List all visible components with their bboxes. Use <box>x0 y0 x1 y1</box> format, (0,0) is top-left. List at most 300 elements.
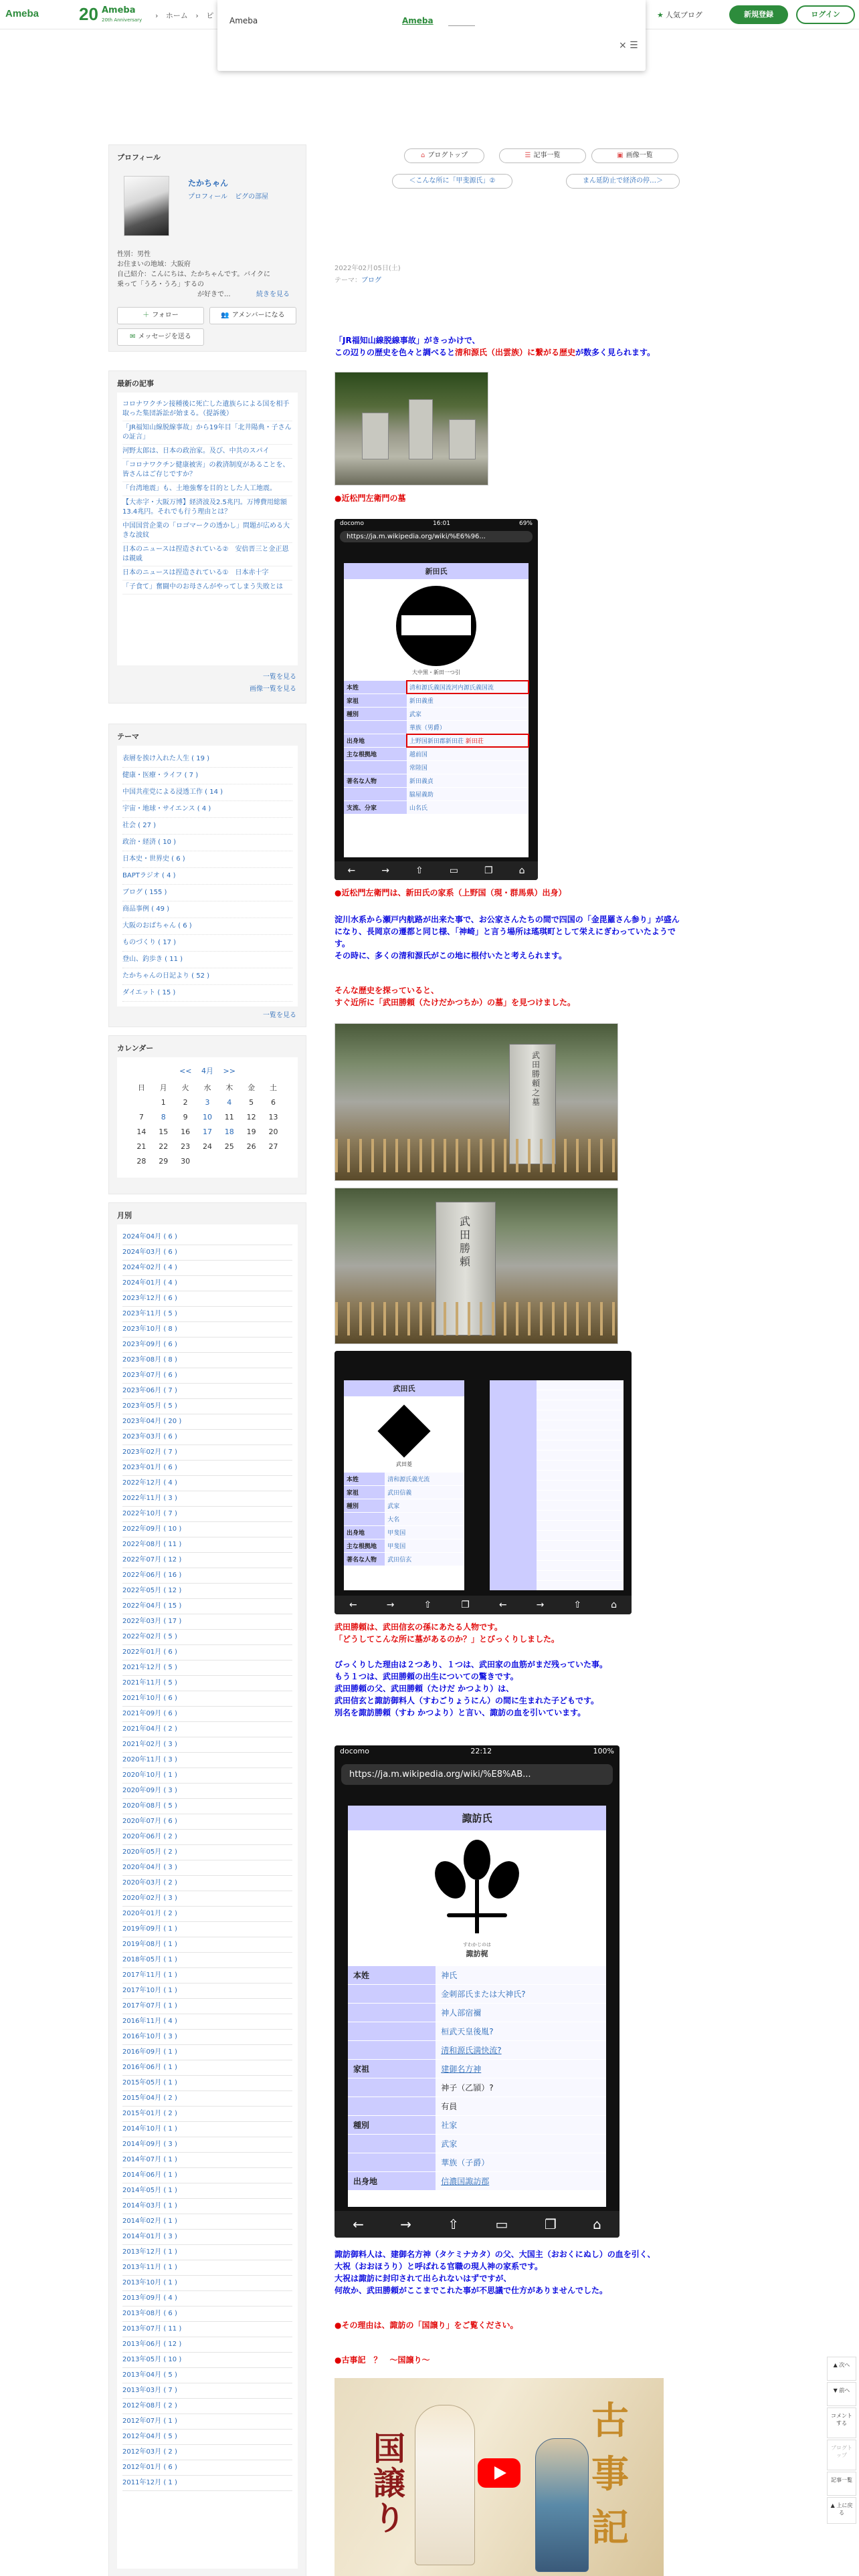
post-paragraph-4 <box>335 1621 559 1645</box>
post-text: この辺りの歴史を色々と調べると <box>335 348 456 357</box>
archive-item[interactable]: 2015年05月 ( 1 ) <box>122 2076 292 2091</box>
calendar-grid <box>130 1080 284 1168</box>
blog-top-tool[interactable]: ブログトップ <box>827 2440 856 2470</box>
caption-reason: ●その理由は、諏訪の「国譲り」をご覧ください。 <box>335 2321 518 2330</box>
wiki-value[interactable]: 社家 <box>436 2116 606 2134</box>
wiki-key <box>348 2004 436 2022</box>
archive-item[interactable]: 2021年04月 ( 2 ) <box>122 1722 292 1737</box>
wiki-key <box>348 1985 436 2003</box>
cal-day: 28 <box>136 1156 147 1166</box>
crumb-pigg[interactable]: ピ <box>206 11 214 20</box>
archive-item[interactable]: 2014年06月 ( 1 ) <box>122 2168 292 2183</box>
archive-item[interactable]: 2020年07月 ( 6 ) <box>122 1814 292 1830</box>
wiki-row: 主な根拠地 越前国 <box>344 747 529 760</box>
archive-item[interactable]: 2023年06月 ( 7 ) <box>122 1384 292 1399</box>
wiki-row <box>348 2078 606 2097</box>
next-post-tool[interactable]: ▲ 次へ <box>827 2357 856 2381</box>
star-icon: ★ <box>657 11 664 19</box>
theme-label: テーマ： <box>335 277 361 284</box>
post-paragraph-1 <box>335 334 655 358</box>
close-icon[interactable]: × ☰ <box>619 40 638 51</box>
wiki-value[interactable]: 神子（乙頴）? <box>436 2078 606 2097</box>
wiki-value[interactable]: 有員 <box>436 2097 606 2115</box>
back-to-top-tool[interactable]: ▲ 上に戻る <box>827 2497 856 2524</box>
crumb-sep: › <box>155 11 159 20</box>
post-paragraph-5 <box>335 1658 607 1719</box>
forward-icon: → <box>400 2216 412 2232</box>
play-button-icon[interactable] <box>478 2458 520 2488</box>
wiki-row: 大名 <box>344 1512 464 1525</box>
archive-item[interactable]: 2022年08月 ( 11 ) <box>122 1537 292 1553</box>
weekday: 火 <box>181 1083 189 1092</box>
theme-link[interactable]: ブログ <box>361 277 381 284</box>
video-figure-right <box>535 2438 589 2572</box>
user-icon: 👥 <box>221 312 229 319</box>
cal-day: 7 <box>138 1112 144 1121</box>
archive-item[interactable]: 2015年01月 ( 2 ) <box>122 2107 292 2122</box>
archive-item[interactable]: 2023年08月 ( 8 ) <box>122 1353 292 1368</box>
crest-subcaption: すわかじのは <box>463 1942 491 1947</box>
wiki-screenshot-nitta[interactable] <box>335 519 538 880</box>
forward-icon: → <box>386 1600 395 1610</box>
archive-item[interactable]: 2024年01月 ( 4 ) <box>122 1276 292 1291</box>
recent-item[interactable]: 「コロナワクチン健康被害」の救済制度があることを、皆さんはご存じですか？ <box>122 459 292 482</box>
archive-item[interactable]: 2013年07月 ( 11 ) <box>122 2322 292 2337</box>
archive-item[interactable]: 2022年05月 ( 12 ) <box>122 1584 292 1599</box>
takeda-grave-photo-1[interactable] <box>335 1023 618 1181</box>
archive-item[interactable]: 2020年02月 ( 3 ) <box>122 1891 292 1907</box>
suwa-crest-icon <box>427 1840 527 1940</box>
theme-more-link[interactable]: 一覧を見る <box>263 1012 296 1019</box>
post-line: その時に、多くの清和源氏がこの地に根付いたと考えられます。 <box>335 951 567 960</box>
archive-item[interactable]: 2012年01月 ( 6 ) <box>122 2460 292 2476</box>
archive-item[interactable]: 2022年02月 ( 5 ) <box>122 1630 292 1645</box>
wiki-row <box>348 2171 606 2190</box>
theme-item[interactable]: ものづくり ( 17 ) <box>122 935 292 952</box>
theme-item[interactable]: 宇宙・地球・サイエンス ( 4 ) <box>122 801 292 818</box>
back-icon: ← <box>353 2216 364 2232</box>
post-theme <box>335 274 381 284</box>
tabs-icon: ❐ <box>484 865 493 876</box>
archive-item[interactable]: 2020年04月 ( 3 ) <box>122 1860 292 1876</box>
recent-item[interactable]: 日本のニュースは捏造されている② 安倍晋三と金正恩は親戚 <box>122 543 292 566</box>
archive-item[interactable]: 2013年04月 ( 5 ) <box>122 2368 292 2383</box>
recent-item[interactable]: 「JR福知山線脱線事故」から19年目「北井陽典・子さんの証言」 <box>122 421 292 445</box>
recent-item[interactable]: 日本のニュースは捏造されている① 日本赤十字 <box>122 566 292 580</box>
theme-item[interactable]: ブログ ( 155 ) <box>122 885 292 901</box>
profile-panel <box>108 144 306 352</box>
theme-item[interactable]: BAPTラジオ ( 4 ) <box>122 868 292 885</box>
video-title-left: 国譲り <box>373 2430 406 2537</box>
cal-day: 12 <box>246 1112 256 1121</box>
profile-gender: 性別：男性 <box>117 251 151 258</box>
archive-item[interactable]: 2021年12月 ( 5 ) <box>122 1660 292 1676</box>
wiki-key: 出身地 <box>348 2172 436 2190</box>
forward-icon: → <box>381 865 389 876</box>
images-more-link[interactable]: 画像一覧を見る <box>250 685 296 693</box>
cal-day: 19 <box>246 1127 256 1136</box>
archive-item[interactable]: 2022年03月 ( 17 ) <box>122 1614 292 1630</box>
archive-item[interactable]: 2021年02月 ( 3 ) <box>122 1737 292 1753</box>
message-label: メッセージを送る <box>138 333 191 340</box>
cal-day: 16 <box>181 1127 191 1136</box>
prev-post-link[interactable]: ＜こんな所に「甲斐源氏」② <box>392 174 512 189</box>
archive-list-box <box>117 1224 298 2569</box>
archive-item[interactable]: 2022年12月 ( 4 ) <box>122 1476 292 1491</box>
wiki-infobox <box>344 563 529 857</box>
wiki-key: 家祖 <box>348 2060 436 2078</box>
archive-item[interactable]: 2023年10月 ( 8 ) <box>122 1322 292 1337</box>
archive-item[interactable]: 2013年12月 ( 1 ) <box>122 2245 292 2260</box>
archive-item[interactable]: 2023年01月 ( 6 ) <box>122 1461 292 1476</box>
wiki-value[interactable]: 神氏 <box>436 1966 606 1984</box>
crest-caption: 諏訪梶 <box>466 1949 488 1958</box>
wiki-value[interactable]: 建御名方神 <box>436 2060 606 2078</box>
recent-item[interactable]: コロナワクチン接種後に死亡した遺族らによる国を相手取った集団訴訟が始まる。（提訴後） <box>122 398 292 421</box>
wiki-title: 新田氏 <box>344 563 529 579</box>
archive-item[interactable]: 2017年10月 ( 1 ) <box>122 1983 292 1999</box>
crest-caption: 大中黒・新田一つ引 <box>412 669 460 675</box>
recent-more-link[interactable]: 一覧を見る <box>263 673 296 681</box>
wiki-row: 脇屋義助 <box>344 787 529 800</box>
wiki-key-column <box>490 1380 537 1590</box>
posts-list-tool[interactable]: 記事一覧 <box>827 2472 856 2496</box>
home-icon: ⌂ <box>518 865 525 876</box>
gravestone-shape <box>409 399 433 459</box>
archive-item[interactable]: 2011年12月 ( 1 ) <box>122 2476 292 2491</box>
archive-item[interactable]: 2016年09月 ( 1 ) <box>122 2045 292 2060</box>
anniv-number: 20 <box>79 4 98 24</box>
tabs-icon: ❐ <box>544 2216 557 2232</box>
wiki-infobox <box>344 1380 464 1590</box>
weekday: 金 <box>248 1083 256 1092</box>
archive-item[interactable]: 2022年01月 ( 6 ) <box>122 1645 292 1660</box>
wiki-key <box>348 2078 436 2097</box>
wiki-row: 出身地 甲斐国 <box>344 1525 464 1539</box>
mail-icon: ✉ <box>130 333 136 340</box>
archive-item[interactable]: 2014年02月 ( 1 ) <box>122 2214 292 2230</box>
wiki-title: 諏訪氏 <box>348 1806 606 1830</box>
tabs-icon: ❐ <box>461 1600 470 1610</box>
archive-item[interactable]: 2014年01月 ( 3 ) <box>122 2230 292 2245</box>
post-line: すぐ近所に「武田勝頼（たけだかつちか）の墓」を見つけました。 <box>335 998 576 1007</box>
archive-item[interactable]: 2023年04月 ( 20 ) <box>122 1414 292 1430</box>
theme-item[interactable]: たかちゃんの日記より ( 52 ) <box>122 968 292 985</box>
youtube-video-embed[interactable] <box>335 2378 664 2576</box>
recent-posts-panel <box>108 370 306 704</box>
archive-item[interactable]: 2020年09月 ( 3 ) <box>122 1784 292 1799</box>
archive-item[interactable]: 2022年04月 ( 15 ) <box>122 1599 292 1614</box>
profile-more-link[interactable]: 続きを見る <box>256 291 290 298</box>
theme-item[interactable]: 日本史・世界史 ( 6 ) <box>122 851 292 868</box>
wiki-value[interactable]: 金刺部氏または大神氏? <box>436 1985 606 2003</box>
cal-day: 26 <box>246 1142 256 1151</box>
url-bar: https://ja.m.wikipedia.org/wiki/%E6%96... <box>340 531 533 542</box>
archive-item[interactable]: 2022年10月 ( 7 ) <box>122 1507 292 1522</box>
wiki-row <box>348 2059 606 2078</box>
archive-item[interactable]: 2012年03月 ( 2 ) <box>122 2445 292 2460</box>
theme-item[interactable]: 登山、釣歩き ( 11 ) <box>122 952 292 968</box>
message-button[interactable] <box>117 328 204 346</box>
pigg-room-link[interactable]: ピグの部屋 <box>235 193 269 201</box>
time: 16:01 <box>433 520 450 527</box>
wiki-screenshot-takeda[interactable] <box>335 1351 632 1614</box>
post-line: そんな歴史を探っていると、 <box>335 986 440 995</box>
wiki-value[interactable]: 華族（子爵） <box>436 2153 606 2171</box>
archive-item[interactable]: 2016年11月 ( 4 ) <box>122 2014 292 2030</box>
wiki-value[interactable]: 信濃国諏訪郡 <box>436 2172 606 2190</box>
archive-item[interactable]: 2017年11月 ( 1 ) <box>122 1968 292 1983</box>
archive-item[interactable]: 2013年06月 ( 12 ) <box>122 2337 292 2353</box>
cal-day <box>262 1154 284 1168</box>
cal-day: 22 <box>159 1142 169 1151</box>
register-button[interactable]: 新規登録 <box>729 5 788 24</box>
popup-brand-link[interactable]: Ameba <box>402 16 434 25</box>
archive-item[interactable]: 2017年07月 ( 1 ) <box>122 1999 292 2014</box>
archive-item[interactable]: 2016年10月 ( 3 ) <box>122 2030 292 2045</box>
popular-blog-link[interactable] <box>657 9 702 20</box>
wiki-row: 種別 武家 <box>344 1499 464 1512</box>
login-button[interactable]: ログイン <box>796 5 855 24</box>
cal-day: 1 <box>161 1097 166 1107</box>
archive-item[interactable]: 2020年11月 ( 3 ) <box>122 1753 292 1768</box>
archive-item[interactable]: 2024年04月 ( 6 ) <box>122 1230 292 1245</box>
stone-inscription: 武田勝頼 <box>460 1215 471 1268</box>
wiki-row: 著名な人物 武田信玄 <box>344 1552 464 1566</box>
archive-item[interactable]: 2013年05月 ( 10 ) <box>122 2353 292 2368</box>
archive-item[interactable]: 2014年07月 ( 1 ) <box>122 2153 292 2168</box>
cal-day-link[interactable]: 4 <box>227 1097 232 1107</box>
post-line: 「どうしてこんな所に墓があるのか？」とびっくりしました。 <box>335 1634 560 1644</box>
follow-label: フォロー <box>152 312 179 319</box>
wiki-title: 武田氏 <box>344 1380 464 1396</box>
home-icon: ⌂ <box>593 2216 601 2232</box>
archive-item[interactable]: 2018年05月 ( 1 ) <box>122 1953 292 1968</box>
wiki-row <box>348 1965 606 1984</box>
archive-item[interactable]: 2016年06月 ( 1 ) <box>122 2060 292 2076</box>
cal-day-link[interactable]: 8 <box>161 1112 166 1121</box>
archive-item[interactable]: 2019年08月 ( 1 ) <box>122 1937 292 1953</box>
cal-day: 5 <box>249 1097 254 1107</box>
theme-item[interactable]: 健康・医療・ライフ ( 7 ) <box>122 768 292 784</box>
profile-link[interactable]: プロフィール <box>188 193 227 201</box>
recent-item[interactable]: 河野太郎は、日本の政治家。及び、中共のスパイ <box>122 445 292 459</box>
profile-name[interactable]: たかちゃん <box>188 179 229 188</box>
phone-toolbar <box>335 2211 619 2238</box>
theme-item[interactable]: 社会 ( 27 ) <box>122 818 292 835</box>
calendar-box <box>117 1057 298 1178</box>
list-icon: ☰ <box>524 152 531 159</box>
post-line: もう１つは、武田勝頼の出生についての驚きです。 <box>335 1672 518 1681</box>
post-text: が数多く見られます。 <box>575 348 656 357</box>
stone-inscription: 武田勝頼之墓 <box>532 1051 541 1107</box>
archive-item[interactable]: 2022年07月 ( 12 ) <box>122 1553 292 1568</box>
profile-intro: 乗って「うろ・うろ」するの <box>117 281 204 288</box>
chikamatsu-grave-photo[interactable] <box>335 372 488 486</box>
crest-caption: 武田菱 <box>396 1461 412 1467</box>
archive-list <box>122 1230 292 2491</box>
theme-item[interactable]: 政治・経済 ( 10 ) <box>122 835 292 851</box>
amember-button[interactable] <box>209 307 296 324</box>
breadcrumb <box>155 10 219 21</box>
wiki-screenshot-suwa[interactable] <box>335 1745 619 2238</box>
archive-item[interactable]: 2022年11月 ( 3 ) <box>122 1491 292 1507</box>
archive-item[interactable]: 2020年03月 ( 2 ) <box>122 1876 292 1891</box>
wiki-row: 支流、分家 山名氏 <box>344 800 529 814</box>
cal-day: 9 <box>183 1112 188 1121</box>
post-paragraph-2 <box>335 914 680 962</box>
post-line: 武田勝頼の父、武田勝頼（たけだ かつより）は、 <box>335 1684 514 1693</box>
post-line: 大祝は諏訪に封印されて出られないはずですが、 <box>335 2274 512 2283</box>
archive-item[interactable]: 2014年09月 ( 3 ) <box>122 2137 292 2153</box>
weekday: 土 <box>270 1083 278 1092</box>
archive-item[interactable]: 2020年08月 ( 5 ) <box>122 1799 292 1814</box>
wiki-row: 本姓 清和源氏義光流 <box>344 1472 464 1485</box>
calendar-month-nav[interactable]: << 4月 >> <box>179 1067 235 1075</box>
wiki-row: 主な根拠地 甲斐国 <box>344 1539 464 1552</box>
archive-item[interactable]: 2021年09月 ( 6 ) <box>122 1707 292 1722</box>
gravestone-shape <box>449 419 476 459</box>
archive-panel <box>108 1202 306 2576</box>
cal-day-link[interactable]: 18 <box>224 1127 234 1136</box>
archive-item[interactable]: 2023年02月 ( 7 ) <box>122 1445 292 1461</box>
archive-item[interactable]: 2012年07月 ( 1 ) <box>122 2414 292 2430</box>
archive-item[interactable]: 2023年03月 ( 6 ) <box>122 1430 292 1445</box>
ameba-logo[interactable]: Ameba <box>5 8 39 19</box>
post-line: 何故か、武田勝頼がここまでこれた事が不思議で仕方がありませんでした。 <box>335 2286 608 2295</box>
archive-item[interactable]: 2014年03月 ( 1 ) <box>122 2199 292 2214</box>
wiki-value[interactable]: 神人部宿禰 <box>436 2004 606 2022</box>
archive-item[interactable]: 2023年09月 ( 6 ) <box>122 1337 292 1353</box>
wiki-key: 本姓 <box>348 1966 436 1984</box>
post-line: 淀川水系から瀬戸内航路が出来た事で、お公家さんたちの間で四国の「金毘羅さん参り」が盛ん <box>335 915 680 924</box>
post-line <box>335 346 655 358</box>
theme-item[interactable]: 表層を挨け入れた人生 ( 19 ) <box>122 751 292 768</box>
share-icon: ⇧ <box>448 2216 460 2232</box>
theme-item[interactable]: 商品事例 ( 49 ) <box>122 901 292 918</box>
archive-heading: 月別 <box>117 1211 132 1220</box>
wiki-value[interactable]: 武家 <box>436 2135 606 2153</box>
battery: 100% <box>593 1747 614 1755</box>
wiki-rows <box>348 1965 606 2190</box>
archive-item[interactable]: 2020年06月 ( 2 ) <box>122 1830 292 1845</box>
takeda-grave-photo-2[interactable] <box>335 1188 618 1344</box>
phone-toolbar <box>335 1596 632 1614</box>
cal-day-link[interactable]: 17 <box>202 1127 212 1136</box>
wiki-value[interactable]: 桓武天皇後胤? <box>436 2022 606 2040</box>
video-title-right: 古事記 <box>591 2399 629 2550</box>
theme-list-box <box>117 746 298 1006</box>
wiki-row: 出身地 上野国新田郡新田荘 新田荘 <box>344 734 529 747</box>
archive-item[interactable]: 2021年11月 ( 5 ) <box>122 1676 292 1691</box>
post-line: になり、長岡京の遷都と同じ様、「神崎」と言う場所は瑤琪町として栄えにぎわっていたようで <box>335 927 676 936</box>
comment-tool[interactable]: コメントする <box>827 2407 856 2438</box>
wiki-key <box>348 2135 436 2153</box>
cal-day-link[interactable]: 10 <box>202 1112 212 1121</box>
post-line: す。 <box>335 939 351 948</box>
prev-post-tool[interactable]: ▼ 前へ <box>827 2382 856 2406</box>
archive-item[interactable]: 2013年10月 ( 1 ) <box>122 2276 292 2291</box>
images-list-button[interactable] <box>591 148 678 163</box>
archive-item[interactable]: 2013年08月 ( 6 ) <box>122 2306 292 2322</box>
archive-item[interactable]: 2024年02月 ( 4 ) <box>122 1261 292 1276</box>
archive-item[interactable]: 2020年01月 ( 2 ) <box>122 1907 292 1922</box>
recent-item[interactable]: 中国国営企業の「ロゴマークの透かし」問題が広める大きな波紋 <box>122 520 292 543</box>
cal-day: 15 <box>159 1127 169 1136</box>
post-line: 大祝（おおほうり）と呼ばれる官職の現人神の家系です。 <box>335 2262 543 2271</box>
archive-item[interactable]: 2023年05月 ( 5 ) <box>122 1399 292 1414</box>
archive-item[interactable]: 2023年12月 ( 6 ) <box>122 1291 292 1307</box>
theme-item[interactable]: 中国共産党による浸透工作 ( 14 ) <box>122 784 292 801</box>
cal-day-link[interactable]: 3 <box>205 1097 210 1107</box>
cal-day: 30 <box>181 1156 191 1166</box>
recent-item[interactable]: 「台湾地震」も、土地強奪を目的とした人工地震。 <box>122 482 292 496</box>
archive-item[interactable]: 2014年10月 ( 1 ) <box>122 2122 292 2137</box>
bamboo-fence <box>335 1302 617 1335</box>
archive-item[interactable]: 2013年03月 ( 7 ) <box>122 2383 292 2399</box>
archive-item[interactable]: 2024年03月 ( 6 ) <box>122 1245 292 1261</box>
popular-label: 人気ブログ <box>665 11 702 19</box>
theme-item[interactable]: ダイエット ( 15 ) <box>122 985 292 1002</box>
archive-item[interactable]: 2021年10月 ( 6 ) <box>122 1691 292 1707</box>
ameba-20th-logo[interactable] <box>79 4 153 25</box>
cal-day <box>218 1154 240 1168</box>
avatar[interactable] <box>124 176 169 236</box>
crumb-home[interactable]: ホーム <box>165 11 188 20</box>
archive-item[interactable]: 2023年07月 ( 6 ) <box>122 1368 292 1384</box>
wiki-key <box>348 2022 436 2040</box>
archive-item[interactable]: 2019年09月 ( 1 ) <box>122 1922 292 1937</box>
archive-item[interactable]: 2020年10月 ( 1 ) <box>122 1768 292 1784</box>
archive-item[interactable]: 2015年04月 ( 2 ) <box>122 2091 292 2107</box>
follow-button[interactable] <box>117 307 204 324</box>
wiki-row <box>348 2115 606 2134</box>
wiki-row: 常陸国 <box>344 760 529 774</box>
caption-kojiki: ●古事記 ？ 〜国譲り〜 <box>335 2355 430 2365</box>
archive-item[interactable]: 2022年09月 ( 10 ) <box>122 1522 292 1537</box>
share-icon: ⇧ <box>573 1600 582 1610</box>
blog-top-button[interactable] <box>404 148 484 163</box>
recent-item[interactable]: 「子食て」奮闘中のお母さんがやってしまう失敗とは <box>122 580 292 595</box>
theme-item[interactable]: 大阪のおばちゃん ( 6 ) <box>122 918 292 935</box>
wiki-value[interactable]: 清和源氏満快流? <box>436 2041 606 2059</box>
archive-item[interactable]: 2022年06月 ( 16 ) <box>122 1568 292 1584</box>
cal-day: 2 <box>183 1097 188 1107</box>
recent-item[interactable]: 【大赤字・大阪万博】経済波及2.5兆円。万博費用総額13.4兆円。それでも行う理由とは？ <box>122 496 292 520</box>
profile-region: お住まいの地域：大阪府 <box>117 261 191 268</box>
profile-heading: プロフィール <box>117 153 161 162</box>
archive-item[interactable]: 2020年05月 ( 2 ) <box>122 1845 292 1860</box>
profile-intro: が好きで... <box>197 291 231 298</box>
popup-divider <box>448 25 475 26</box>
post-line: 別名を諏訪勝頼（すわ かつより）と言い、諏訪の血を引いています。 <box>335 1708 586 1717</box>
weekday: 月 <box>159 1083 167 1092</box>
posts-list-button[interactable] <box>499 148 586 163</box>
next-post-link[interactable]: まん延防止で経済の停…＞ <box>566 174 680 189</box>
share-icon: ⇧ <box>415 865 423 876</box>
wiki-row: 著名な人物 新田義貞 <box>344 774 529 787</box>
archive-item[interactable]: 2014年05月 ( 1 ) <box>122 2183 292 2199</box>
archive-item[interactable]: 2012年08月 ( 2 ) <box>122 2399 292 2414</box>
wiki-row <box>348 2134 606 2153</box>
archive-item[interactable]: 2012年04月 ( 5 ) <box>122 2430 292 2445</box>
share-icon: ⇧ <box>423 1600 432 1610</box>
archive-item[interactable]: 2013年11月 ( 1 ) <box>122 2260 292 2276</box>
archive-item[interactable]: 2013年09月 ( 4 ) <box>122 2291 292 2306</box>
archive-item[interactable]: 2023年11月 ( 5 ) <box>122 1307 292 1322</box>
battery: 69% <box>518 520 533 527</box>
recent-heading: 最新の記事 <box>117 379 154 388</box>
